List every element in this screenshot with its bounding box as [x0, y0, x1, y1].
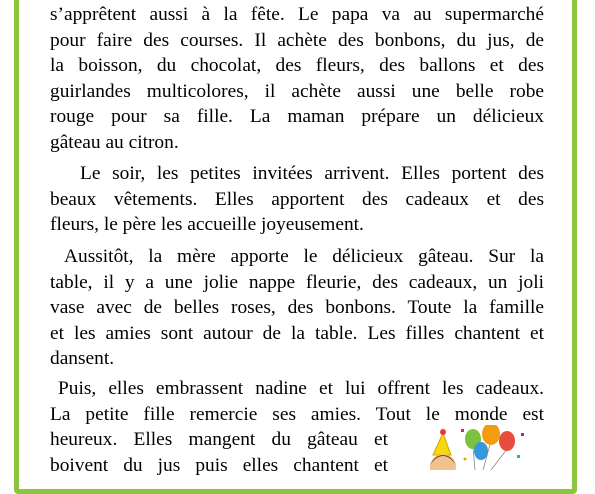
text-line: La petite fille remercie ses amies. Tout le monde est	[50, 403, 544, 425]
party-balloons-clipart	[425, 425, 535, 470]
text-line: dansent.	[50, 348, 115, 369]
text-line: rouge pour sa fille. La maman prépare un délicieux	[50, 106, 544, 127]
text-line: gâteau au citron.	[50, 131, 179, 153]
text-line: guirlandes multicolores, il achète aussi une belle robe	[50, 80, 544, 102]
text-line: beaux vêtements. Elles apportent des cadeaux et des	[50, 188, 544, 210]
paragraph-1	[50, 2, 544, 155]
text-line: Le soir, les petites invitées arrivent. Elles portent des	[80, 163, 544, 184]
text-line: et les amies sont autour de la table. Les filles chantent et	[50, 322, 544, 344]
text-line: heureux. Elles mangent du gâteau et	[50, 429, 388, 450]
paragraph-3	[50, 244, 544, 372]
text-line: vase avec de belles roses, des bonbons. Toute la famille	[50, 297, 544, 318]
text-line: table, il y a une jolie nappe fleurie, des cadeaux, un joli	[50, 271, 544, 293]
text-line: Aussitôt, la mère apporte le délicieux gâteau. Sur la	[64, 246, 544, 267]
text-line: boivent du jus puis elles chantent et	[50, 454, 388, 476]
text-line: la boisson, du chocolat, des fleurs, des ballons et des	[50, 55, 544, 76]
text-line: s’apprêtent aussi à la fête. Le papa va au supermarché	[50, 4, 544, 25]
paragraph-2	[50, 161, 544, 238]
text-line: fleurs, le père les accueille joyeusement.	[50, 214, 364, 235]
text-line: Puis, elles embrassent nadine et lui offrent les cadeaux.	[58, 378, 544, 399]
text-line: pour faire des courses. Il achète des bonbons, du jus, de	[50, 29, 544, 51]
